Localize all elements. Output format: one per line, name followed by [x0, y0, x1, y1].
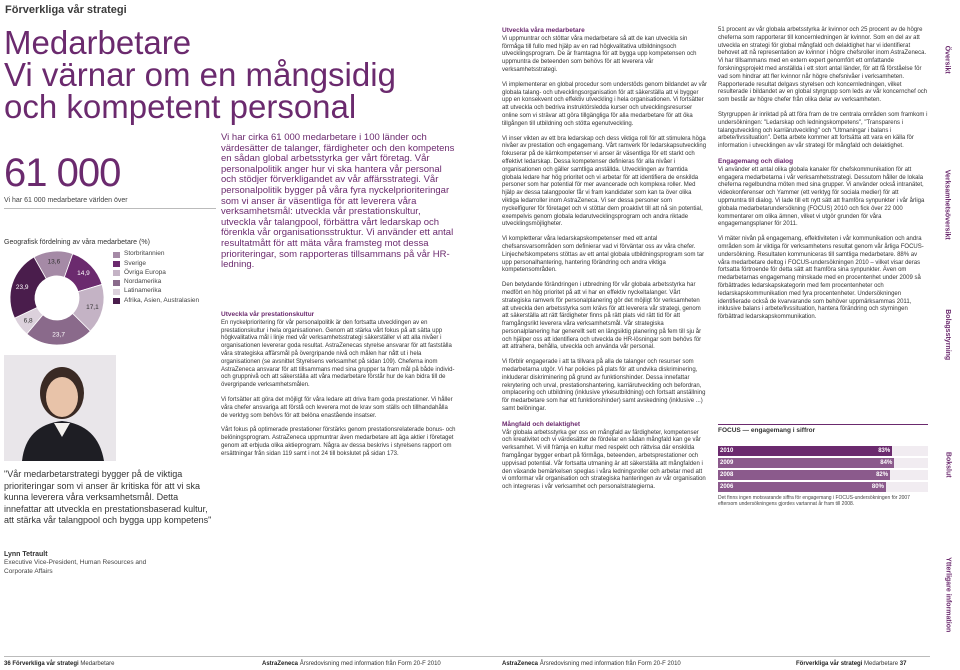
employee-caption: Vi har 61 000 medarbetare världen över — [4, 197, 128, 204]
focus-bar: 2008 — [718, 470, 890, 480]
legend-swatch — [113, 261, 120, 267]
pie-label-5: 6,8 — [23, 317, 33, 325]
legend-item — [113, 250, 199, 259]
footer-left: 36 Förverkliga vår strategi Medarbetare — [4, 661, 115, 667]
portrait-photo — [4, 355, 116, 461]
focus-bar: 2010 — [718, 446, 892, 456]
pie-label-6: 23,9 — [15, 283, 29, 291]
paragraph: En nyckelprioritering för vår personalpolitik är den fortsatta utvecklingen av en prestationskultur i hela organisationen. Genom att stärka vårt fokus på att sätta upp högkvalitativa mål i linje med vår verksamhetsstrategi säkerställer vi att alla nivåer i organisationen levererar goda resultat. AstraZenecas styrelse ansvarar för att fastställa våra strategiska affärsmål på övergripande nivå och målen har nått ut i hela organisationen (se avsnittet Styrelsens verksamhet på sidan 109). Cheferna inom AstraZeneca ansvarar för att tillsammans med sina grupper ta fram mål på både individ- och gruppnivå och att säkerställa att våra medarbetare förstår hur de kan bidra till de övergripande verksamhetsmålen. — [221, 319, 455, 389]
focus-row — [718, 482, 928, 492]
paragraph: Vi använder ett antal olika globala kanaler för chefskommunikation för att engagera medarbetarna i vår verksamhetsstrategi. Dessutom håller de lokala cheferna regelbundna möten med sina grupper. Vi använder också intranätet, videokonferenser och Yammer (ett verktyg för sociala medier) för att uppmuntra till dialog. Vi lade till ett nytt sätt att framföra synpunkter i vår årliga globala medarbetarundersökning (FOCUS) 2010 och fick över 22 000 kommentarer om olika ämnen, vilket vi utgör grunden för våra engagemangsplaner för 2011. — [718, 166, 925, 228]
legend-item — [113, 269, 199, 278]
tab-bolagsstyrning[interactable]: Bolagsstyrning — [944, 309, 952, 361]
side-tabs — [935, 0, 960, 670]
headline-line-1: Medarbetare — [4, 24, 192, 61]
legend-swatch — [113, 252, 120, 258]
page-headline — [4, 24, 399, 125]
pie-chart — [4, 248, 110, 348]
focus-value: 84% — [880, 460, 893, 466]
footer-mid-right: AstraZeneca Årsredovisning med information från Form 20-F 2010 — [502, 661, 681, 667]
legend-swatch — [113, 289, 120, 295]
footer-mid-left: AstraZeneca Årsredovisning med information från Form 20-F 2010 — [262, 661, 441, 667]
chart-legend — [113, 250, 199, 306]
paragraph: Den betydande förändringen i utbredning för vår globala arbetsstyrka har medfört en hög prioritet på att vi har en effektiv nyckeltalanger. Vårt strategiska ramverk för personalplanering gör det möjligt för verksamheten att utveckla den arbetsstyrka som krävs för att leverera vår strategi, genom att säkerställa att rätt färdigheter finns på rätt plats vid rätt tid för att framgångsrikt leverera våra verksamhetsmål. Vår strategiska personalplanering har generellt sett en längsiktig planering på fem till sju år och hjälper oss att identifiera och utveckla de HR-lösningar som behövs för att attrahera, behålla, utveckla och använda vår personal. — [502, 282, 702, 351]
section-title: Förverkliga vår strategi — [5, 4, 127, 16]
paragraph: Vi implementerar en global procedur som understöds genom bildandet av vår globala talang- och utvecklingsorganisation för att säkerställa att vi bygger upp en konsekvent och effektiv utveckling i hela organisationen. Vi fortsätter att utveckla och bedriva instruktörsledda kurser och utvecklingsresurser online som vi strävar att göra tillgängliga för alla medarbetare för att öka tillgången till utbildning och stötta egenutveckling. — [502, 81, 708, 127]
chart-title: Geografisk fördelning av våra medarbetare (%) — [4, 239, 150, 246]
focus-bar: 2009 — [718, 458, 894, 468]
heading-diversity: Mångfald och delaktighet — [502, 420, 581, 428]
legend-item — [113, 287, 199, 296]
paragraph: Vi förblir engagerade i att ta tillvara på alla de talanger och resurser som medarbetarna utgör. Vi har policies på plats för att undvika diskriminering, inkluderar diskriminering på grund av funktionshinder. Dessa innefattar rekrytering och urval, prestationshantering, karriärutveckling och befordran, omplacering och utbildning (inklusive yrkesutbildning) och fortsatt anställning för medarbetare som har ett funktionshinder) samt avskedning (inklusive ...) samt belöningar. — [502, 359, 706, 413]
paragraph: Vi kompletterar våra ledarskapskompetenser med ett antal chefsansvarsområden som definierar vad vi förväntar oss av våra chefer. Linjechefskompetens stöttas av ett antal globala utbildningsprogram som tar upp personalhantering, hantering förändring och andra viktiga kompetensområden. — [502, 236, 705, 274]
legend-label: Latinamerika — [124, 287, 162, 295]
focus-bar: 2006 — [718, 482, 886, 492]
legend-label: Afrika, Asien, Australasien — [124, 296, 200, 304]
paragraph: 51 procent av vår globala arbetsstyrka är kvinnor och 25 procent av de högre cheferna som rapporterar till koncernledningen är kvinnor. Som en del av att utveckla en strategi för global mångfald och delaktighet har vi identifierat behovet att nå representation av kvinnor i högre chefsroller inom AstraZeneca. Vi har tillsammans med en extern expert genomfört ett omfattande forskningsprojekt med anställda i ett stort antal länder, för att få förståelse för vad som hindrar att fler kvinnor når högre chefsnivåer i verksamheten. Rapporterade resultat delgavs styrelsen och koncernledningen, vilket resulterade i bildandet av en global styrgrupp som leds av vår koncernchef och som består av högre chefer från olika delar av verksamheten. — [718, 27, 928, 104]
legend-label: Sverige — [124, 259, 147, 267]
paragraph: Vi mäter nivån på engagemang, effektiviteten i vår kommunikation och andra områden som är viktiga för verksamhetens resultat genom vår årliga FOCUS-undersökning. Resultaten kommuniceras till samtliga medarbetare. 88% av våra medarbetare deltog i FOCUS-undersökningen 2010 – vilket visar deras fortsatta förtroende för detta sätt att framföra sina synpunkter. Även om medarbetarnas engagemang minskade med en procentenhet under 2009 så förbättrades ledarskapskategorin med fem procentenheter och ledarskapskommunikation med fyra procentenheter. Undersökningen identifierade också de kvarvarande som behöver uppmärksammas 2011, inklusive balans i arbete/livssituation, hantera förändring och styrningen förbättrad ledarskapskommunikation. — [718, 236, 924, 321]
pie-label-2: 14,9 — [77, 269, 90, 277]
quote-author-role: Executive Vice-President, Human Resources and Corporate Affairs — [4, 559, 147, 575]
legend-swatch — [113, 270, 120, 276]
legend-item — [113, 259, 199, 268]
tab-oversikt[interactable]: Översikt — [944, 45, 952, 75]
headline-line-2: Vi värnar om en mångsidig — [4, 56, 396, 93]
focus-row — [718, 446, 928, 456]
paragraph: Vi inser vikten av ett bra ledarskap och dess viktiga roll för att stimulera höga nivåer av prestation och engagemang. Vårt ramverk för ledarskapsutveckling fokuserar på de kärnkompetenser vi anser är väsentliga för ett starkt och effektivt ledarskap. Dessa kompetenser definieras för alla nivåer i organisationen och gäller samtliga anställda. Utvecklingen av framtida globala ledare har hög prioritet och vi arbetar för att identifiera de enskilda personer som har potential för mer avancerade och komplexa roller. Med hjälp av dessa talangpooler får vi fram kandidater som kan ta över olika viktiga ledarroller inom AstraZeneca. Vi ser dessa personer som nyckelfigurer för företaget och vi stöttar dem proaktivt till att nå sin potential, exempelvis genom globala ledarutvecklingsprogram och andra riktade utvecklingsmöjligheter. — [502, 135, 707, 228]
tab-verksamhetsoversikt[interactable]: Verksamhetsöversikt — [944, 169, 952, 241]
quote-author-name: Lynn Tetrault — [4, 551, 48, 558]
focus-value: 83% — [878, 448, 891, 454]
tab-ytterligare-information[interactable]: Ytterligare information — [944, 557, 952, 633]
portrait-image — [4, 355, 116, 461]
text-column-2 — [502, 27, 707, 499]
focus-row — [718, 458, 928, 468]
paragraph: Styrgruppen är inriktad på att föra fram de tre centrala områden som framkom i undersökningen: "Ledarskap och ledningskompetens", "Transparens i talangutveckling och karriärutveckling" och "Utmaningar i balans i arbete/livssituation". Detta arbete kommer att fortsätta att vara en källa för information i utvecklingen av vår strategi för mångfald och delaktighet. — [718, 111, 928, 150]
headline-line-3: och kompetent personal — [4, 88, 357, 125]
employee-count: 61 000 — [4, 151, 121, 195]
tab-bokslut[interactable]: Bokslut — [944, 452, 952, 478]
focus-title: FOCUS — engagemang i siffror — [718, 427, 816, 434]
text-column-1 — [221, 311, 456, 466]
divider — [4, 208, 216, 209]
pie-label-1: 13,6 — [47, 258, 61, 266]
pull-quote: "Vår medarbetarstrategi bygger på de viktiga prioriteringar som vi anser är kritiska för att vi ska kunna leverera våra verksamhetsmål. Detta innefattar att utveckla en prestationsbaserad kultur, att stärka vår talangpool och bygga upp kompetens" — [4, 469, 212, 525]
focus-value: 80% — [871, 484, 884, 490]
heading-engagement: Engagemang och dialog — [718, 157, 794, 165]
focus-divider — [718, 424, 928, 425]
heading-develop-employees: Utveckla våra medarbetare — [502, 27, 585, 34]
heading-performance-culture: Utveckla vår prestationskultur — [221, 311, 315, 318]
footer-divider — [4, 656, 930, 657]
text-column-3 — [718, 27, 928, 329]
legend-swatch — [113, 280, 120, 286]
legend-label: Övriga Europa — [124, 268, 166, 276]
legend-item — [113, 296, 199, 305]
legend-label: Nordamerika — [124, 278, 162, 286]
pie-label-4: 23,7 — [52, 331, 65, 339]
pie-label-3: 17,1 — [86, 303, 99, 311]
intro-paragraph: Vi har cirka 61 000 medarbetare i 100 länder och värdesätter de talanger, färdigheter och den kompetens en sådan global arbetsstyrka ger vårt företag. Vår personalpolitik anger hur vi ska hantera vår personal och stödjer förverkligandet av vår affärsstrategi. Vår personalpolitik bygger på våra fyra nyckelprioriteringar som vi anser är väsentliga för att leverera våra verksamhetsmål: utveckla vår prestationskultur, utveckla vår talangpool, förbättra vårt ledarskap och förenkla vår organisationsstruktur. Vi använder ett antal resultatmått för att mäta våra framsteg mot dessa prioriteringar, som rapporteras tillsammans på vår HR-ledning. — [221, 132, 455, 271]
paragraph: Vår globala arbetsstyrka ger oss en mångfald av färdigheter, kompetenser och kreativitet och vi värdesätter de fördelar en sådan mångfald kan ge vår verksamhet. Vi vill främja en kultur med respekt och rättvisa där enskilda framgångar bygger enbart på förmåga, beteenden, arbetsprestationer och uppvisad potential. Vår fortsatta utmaning är att säkerställa att mångfalden i den växande bemärkelsen speglas i våra ledningsroller och arbetar med att vi omformar vår organisation och strategiska hanteringen av vår organisation och integreras i vår verksamhet och personalstrategierna. — [502, 429, 706, 491]
footer-right: Förverkliga vår strategi Medarbetare 37 — [796, 661, 907, 667]
focus-row — [718, 470, 928, 480]
focus-value: 82% — [876, 472, 889, 478]
legend-swatch — [113, 298, 120, 304]
legend-label: Storbritannien — [124, 250, 165, 258]
paragraph: Vi uppmuntrar och stöttar våra medarbetare så att de kan utveckla sin förmåga till fullo med hjälp av en rad högkvalitativa utbildningsoch utvecklingsprogram. De är framtagna för att bygga upp kompetensen och uppmuntra de beteenden som behövs för att leverera vår verksamhetsstrategi. — [502, 35, 697, 73]
focus-note: Det finns ingen motsvarande siffra för engagemang i FOCUS-undersökningen för 2007 eftersom undersökningens gjordes vartannat år fram till 2008. — [718, 495, 910, 507]
legend-item — [113, 278, 199, 287]
paragraph: Vi fortsätter att göra det möjligt för våra ledare att driva fram goda prestationer. Vi håller våra chefer ansvariga att förstå och leverera mot de krav som ställs och tillhandahålla de verktyg som behövs för att belöna enastående insatser. — [221, 396, 453, 419]
paragraph: Vårt fokus på optimerade prestationer förstärks genom prestationsrelaterade bonus- och belöningsprogram. AstraZeneca uppmuntrar även medarbetare att äga aktier i företaget genom att erbjuda olika aktieprogram. Några av dessa beskrivs i styrelsens rapport om ersättningar från sidan 119 samt i not 24 till bokslutet på sidan 173. — [221, 427, 456, 457]
